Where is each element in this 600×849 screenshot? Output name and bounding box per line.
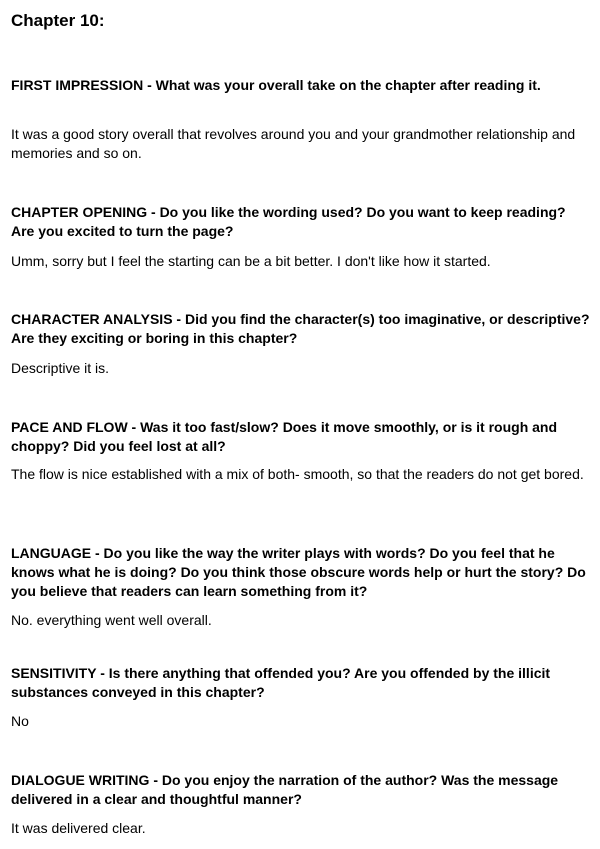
- question-chapter-opening: CHAPTER OPENING - Do you like the wording used? Do you want to keep reading? Are you excited to turn the page?: [11, 204, 566, 239]
- question-language: LANGUAGE - Do you like the way the writer plays with words? Do you feel that he knows what he is doing? Do you think those obscure words help or hurt the story? Do you believe that readers can learn something from it?: [11, 545, 586, 599]
- question-dialogue-writing: DIALOGUE WRITING - Do you enjoy the narration of the author? Was the message delivered in a clear and thoughtful manner?: [11, 772, 559, 807]
- question-first-impression: FIRST IMPRESSION - What was your overall take on the chapter after reading it.: [11, 77, 541, 93]
- question-sensitivity: SENSITIVITY - Is there anything that offended you? Are you offended by the illicit substances conveyed in this chapter?: [11, 665, 551, 700]
- answer-chapter-opening: Umm, sorry but I feel the starting can be a bit better. I don't like how it started.: [11, 253, 491, 269]
- question-character-analysis: CHARACTER ANALYSIS - Did you find the character(s) too imaginative, or descriptive? Are they exciting or boring in this chapter?: [11, 311, 590, 346]
- answer-dialogue-writing: It was delivered clear.: [11, 820, 146, 836]
- answer-language: No. everything went well overall.: [11, 612, 212, 628]
- answer-character-analysis: Descriptive it is.: [11, 360, 110, 376]
- question-pace-and-flow: PACE AND FLOW - Was it too fast/slow? Does it move smoothly, or is it rough and choppy? Did you feel lost at all?: [11, 419, 558, 454]
- answer-sensitivity: No: [11, 713, 29, 729]
- answer-first-impression: It was a good story overall that revolves around you and your grandmother relationship and memories and so on.: [11, 126, 576, 161]
- chapter-title: Chapter 10:: [11, 11, 105, 30]
- answer-pace-and-flow: The flow is nice established with a mix of both- smooth, so that the readers do not get bored.: [11, 466, 584, 482]
